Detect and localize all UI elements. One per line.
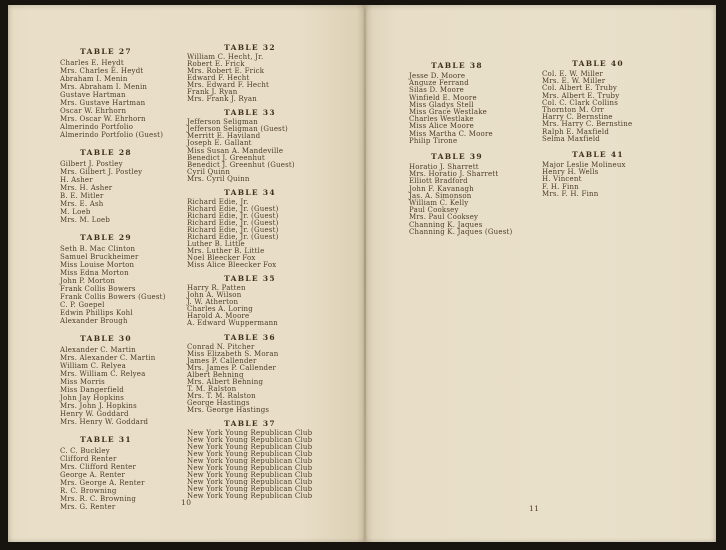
guest-name: William C. Kelly [409, 199, 469, 208]
page-right [366, 5, 716, 542]
guest-name: New York Young Republican Club [187, 450, 313, 459]
guest-name: Miss Edna Morton [60, 269, 129, 277]
page-number-left: 10 [181, 498, 192, 507]
guest-name: T. M. Ralston [187, 384, 237, 393]
table-block [60, 47, 164, 139]
guest-name: Mrs. Albert Behning [187, 377, 264, 386]
guest-name: Mrs. Charles E. Heydt [60, 67, 144, 75]
guest-name: Mrs. Robert E. Frick [187, 67, 265, 76]
guest-name: Harry R. Patten [187, 284, 246, 293]
guest-name: Robert E. Frick [187, 60, 245, 69]
guest-name: Channing K. Jaques [409, 220, 483, 229]
guest-name: Almerindo Portfolio [60, 123, 134, 131]
table-block [60, 334, 156, 426]
guest-name: James P. Callender [187, 356, 257, 365]
guest-name: Miss Elizabeth S. Moran [187, 349, 279, 358]
table-block [542, 150, 654, 198]
guest-name: Mrs. F. H. Finn [542, 189, 599, 198]
guest-name: George A. Renter [60, 471, 126, 479]
guest-name: New York Young Republican Club [187, 443, 313, 452]
guest-name: Mrs. Gustave Hartman [60, 99, 146, 107]
guest-name: Oscar W. Ehrhorn [60, 107, 127, 115]
guest-name: Richard Edie, Jr. (Guest) [187, 218, 279, 227]
guest-name: Col. E. W. Miller [542, 70, 604, 78]
guest-name: Col. C. Clark Collins [542, 98, 618, 107]
guest-name: Charles A. Loring [187, 305, 253, 314]
guest-name: C. C. Buckley [60, 447, 110, 455]
guest-name: Benedict J. Greenhut [187, 153, 265, 162]
guest-name: New York Young Republican Club [187, 464, 313, 473]
guest-name: Almerindo Portfolio (Guest) [60, 131, 164, 139]
table-block [187, 333, 313, 414]
guest-name: Charles Westlake [409, 115, 474, 124]
table-title: TABLE 31 [80, 435, 132, 444]
guest-name: Mrs. Frank J. Ryan [187, 95, 258, 104]
guest-name: Mrs. Horatio J. Sharrett [409, 170, 499, 179]
table-title: TABLE 33 [224, 108, 276, 118]
table-block [409, 152, 513, 236]
guest-name: New York Young Republican Club [187, 492, 313, 501]
guest-name: Merritt E. Haviland [187, 132, 261, 141]
guest-name: Paul Cooksey [409, 206, 459, 215]
table-block [60, 233, 166, 325]
guest-name: Mrs. Cyril Quinn [187, 174, 250, 183]
guest-name: Col. Albert E. Truby [542, 84, 618, 93]
guest-name: Miss Gladys Stell [409, 100, 474, 109]
table-title: TABLE 34 [224, 187, 276, 197]
table-block [187, 188, 313, 269]
page-number-right: 11 [529, 504, 540, 513]
guest-name: Horatio J. Sharrett [409, 163, 479, 172]
guest-name: Benedict J. Greenhut (Guest) [187, 160, 295, 169]
guest-name: C. P. Goepel [60, 301, 105, 309]
guest-name: Mrs. John J. Hopkins [60, 402, 137, 410]
guest-name: Henry H. Wells [542, 168, 599, 177]
guest-name: John F. Kavanagh [409, 184, 474, 193]
guest-name: Elliott Bradford [409, 177, 468, 186]
table-title: TABLE 37 [224, 418, 276, 428]
guest-name: Mrs. R. C. Browning [60, 495, 137, 503]
guest-name: Mrs. James P. Callender [187, 363, 277, 372]
book-spread [8, 5, 716, 542]
page-left [8, 5, 364, 542]
guest-name: Joseph E. Gallant [187, 139, 252, 148]
guest-name: H. Asher [60, 176, 93, 184]
guest-name: Miss Alice Bleecker Fox [187, 261, 277, 270]
guest-name: Miss Louise Morton [60, 261, 135, 269]
guest-name: F. H. Finn [542, 182, 579, 191]
guest-name: Major Leslie Molineux [542, 161, 626, 170]
guest-name: Mrs. George A. Renter [60, 479, 145, 487]
guest-name: Richard Edie, Jr. (Guest) [187, 225, 279, 234]
guest-name: Henry W. Goddard [60, 410, 129, 418]
guest-name: Mrs. Harry C. Bernstine [542, 120, 633, 129]
guest-name: Winfield E. Moore [409, 93, 477, 102]
table-block [187, 108, 313, 182]
guest-name: Mrs. George Hastings [187, 405, 270, 414]
guest-name: Ralph E. Maxfield [542, 127, 609, 136]
guest-name: William C. Hecht, Jr. [187, 53, 264, 61]
guest-name: Jefferson Seligman [187, 118, 258, 127]
guest-name: Albert Behning [187, 370, 244, 379]
guest-name: Mrs. Oscar W. Ehrhorn [60, 115, 146, 123]
table-block [187, 419, 313, 500]
guest-name: Richard Edie, Jr. [187, 197, 249, 206]
guest-name: Anguze Ferrand [409, 79, 469, 88]
page-left-column-2 [187, 43, 313, 505]
guest-name: Richard Edie, Jr. (Guest) [187, 211, 279, 220]
guest-name: Miss Dangerfield [60, 386, 124, 394]
guest-name: New York Young Republican Club [187, 428, 313, 437]
guest-name: Miss Morris [60, 378, 105, 386]
table-block [60, 435, 152, 511]
guest-name: Mrs. H. Asher [60, 184, 113, 192]
guest-name: New York Young Republican Club [187, 471, 313, 480]
guest-name: Mrs. Edward F. Hecht [187, 81, 270, 90]
table-title: TABLE 35 [224, 274, 276, 284]
guest-name: Mrs. M. Loeb [60, 216, 111, 224]
guest-name: Mrs. Henry W. Goddard [60, 418, 149, 426]
guest-name: Alexander C. Martin [60, 346, 136, 354]
guest-name: Abraham I. Menin [60, 75, 128, 83]
guest-name: Channing K. Jaques (Guest) [409, 227, 513, 236]
page-left-column-1 [60, 47, 166, 520]
guest-name: Mrs. Paul Cooksey [409, 213, 479, 222]
guest-name: Edward F. Hecht [187, 74, 250, 83]
guest-name: Luther B. Little [187, 240, 245, 249]
table-title: TABLE 36 [224, 332, 276, 342]
guest-name: Edwin Phillips Kohl [60, 309, 133, 317]
guest-name: John Jay Hopkins [60, 394, 125, 402]
guest-name: Alexander Brough [60, 317, 128, 325]
guest-name: Conrad N. Pitcher [187, 342, 255, 351]
guest-name: Noel Bleecker Fox [187, 254, 256, 263]
guest-name: Harry C. Bernstine [542, 113, 613, 122]
guest-name: Frank J. Ryan [187, 88, 238, 97]
guest-name: Mrs. E. W. Miller [542, 77, 606, 86]
guest-name: New York Young Republican Club [187, 485, 313, 494]
table-block [542, 59, 654, 143]
guest-name: Gilbert J. Postley [60, 160, 123, 168]
guest-name: A. Edward Wuppermann [187, 319, 279, 328]
guest-name: Miss Susan A. Mandeville [187, 146, 284, 155]
guest-name: Mrs. Gilbert J. Postley [60, 168, 143, 176]
guest-name: J. W. Atherton [187, 298, 239, 307]
guest-name: Silas D. Moore [409, 86, 464, 95]
guest-name: Mrs. Alexander C. Martin [60, 354, 156, 362]
guest-name: Charles E. Heydt [60, 59, 124, 67]
guest-name: Mrs. Luther B. Little [187, 247, 265, 256]
guest-name: Mrs. William C. Relyea [60, 370, 146, 378]
guest-name: Clifford Renter [60, 455, 117, 463]
guest-name: New York Young Republican Club [187, 478, 313, 487]
guest-name: Mrs. G. Renter [60, 503, 116, 511]
table-title: TABLE 32 [224, 43, 276, 52]
guest-name: Mrs. E. Ash [60, 200, 104, 208]
guest-name: Mrs. Abraham I. Menin [60, 83, 148, 91]
guest-name: New York Young Republican Club [187, 436, 313, 445]
guest-name: Miss Martha C. Moore [409, 129, 493, 138]
guest-name: Samuel Bruckheimer [60, 253, 139, 261]
guest-name: Richard Edie, Jr. (Guest) [187, 232, 279, 241]
guest-name: Frank Collis Bowers (Guest) [60, 293, 166, 301]
table-block [187, 274, 313, 327]
guest-name: M. Loeb [60, 208, 91, 216]
page-right-column-2 [542, 59, 654, 205]
table-title: TABLE 38 [431, 61, 483, 70]
guest-name: Philip Tirone [409, 136, 458, 145]
guest-name: H. Vincent [542, 175, 582, 184]
table-block [60, 148, 152, 224]
guest-name: Jefferson Seligman (Guest) [187, 125, 288, 134]
guest-name: Mrs. T. M. Ralston [187, 391, 256, 400]
guest-name: Mrs. Albert E. Truby [542, 91, 620, 100]
guest-name: Jesse D. Moore [409, 72, 466, 80]
table-title: TABLE 41 [572, 150, 624, 160]
guest-name: Cyril Quinn [187, 167, 231, 176]
guest-name: Thornton M. Orr [542, 106, 605, 115]
guest-name: William C. Relyea [60, 362, 126, 370]
table-block [187, 43, 313, 103]
table-title: TABLE 30 [80, 334, 132, 343]
table-title: TABLE 39 [431, 152, 483, 162]
guest-name: George Hastings [187, 398, 250, 407]
guest-name: Frank Collis Bowers [60, 285, 136, 293]
guest-name: Richard Edie, Jr. (Guest) [187, 204, 279, 213]
page-right-column-1 [409, 61, 513, 243]
guest-name: Selma Maxfield [542, 134, 600, 143]
table-title: TABLE 40 [572, 59, 624, 68]
table-title: TABLE 27 [80, 47, 132, 56]
guest-name: Gustave Hartman [60, 91, 126, 99]
guest-name: John P. Morton [60, 277, 116, 285]
guest-name: New York Young Republican Club [187, 457, 313, 466]
guest-name: Miss Alice Moore [409, 122, 474, 131]
table-title: TABLE 29 [80, 233, 132, 242]
table-block [409, 61, 505, 145]
guest-name: Jas. A. Simonson [409, 191, 472, 200]
guest-name: R. C. Browning [60, 487, 117, 495]
guest-name: B. E. Mitler [60, 192, 104, 200]
guest-name: Mrs. Clifford Renter [60, 463, 137, 471]
guest-name: John A. Wilson [187, 291, 242, 300]
guest-name: Seth B. Mac Clinton [60, 245, 136, 253]
table-title: TABLE 28 [80, 148, 132, 157]
guest-name: Harold A. Moore [187, 312, 250, 321]
guest-name: Miss Grace Westlake [409, 108, 487, 117]
